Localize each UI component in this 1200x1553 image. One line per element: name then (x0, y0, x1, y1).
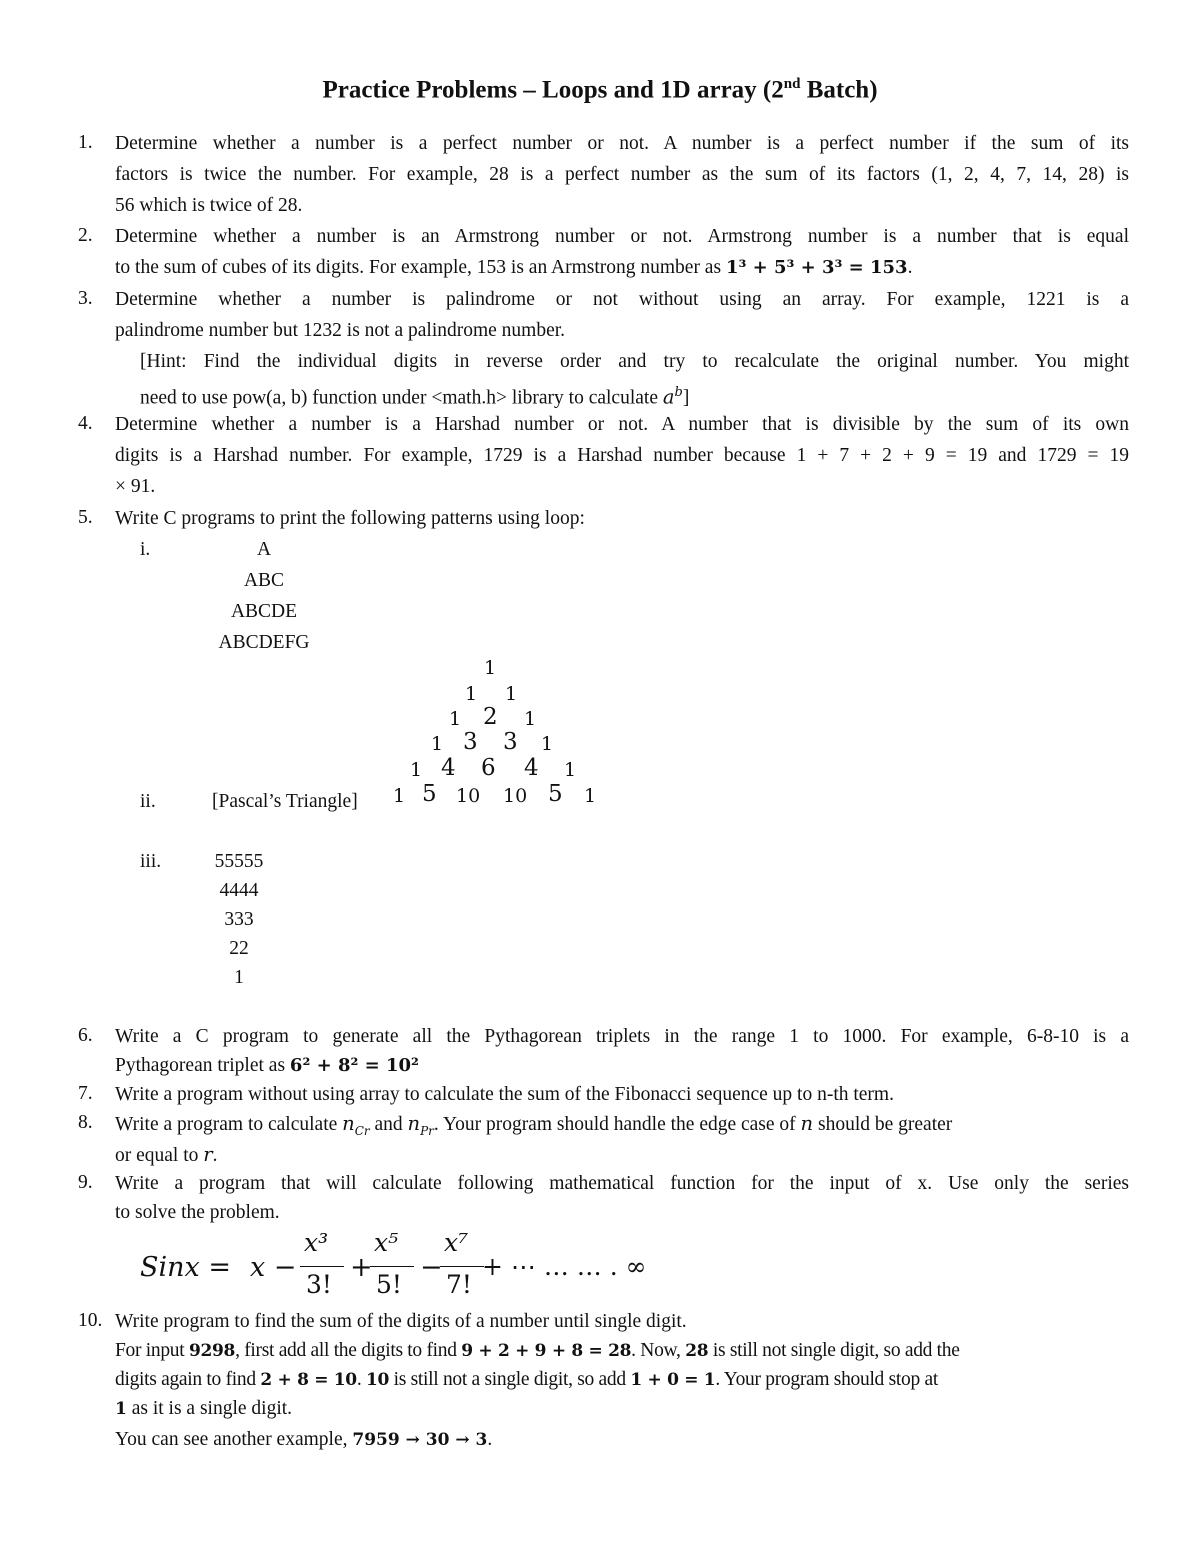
pascal-cell: 5 (422, 781, 437, 807)
problem-4-line-2: digits is a Harshad number. For example, 1729 is a Harshad number because 1 + 7 + 2 + 9 = 19 and 1729 = 19 (115, 445, 1129, 466)
pattern-2-label: ii. (140, 791, 156, 812)
pascal-cell: 1 (410, 759, 423, 781)
problem-7-line-1: Write a program without using array to calculate the sum of the Fibonacci sequence up to n-th term. (115, 1084, 894, 1105)
pascal-cell: 1 (449, 708, 462, 730)
pattern-3-row: 333 (224, 909, 254, 930)
pascal-cell: 6 (481, 755, 496, 781)
problem-2-line-2: to the sum of cubes of its digits. For example, 153 is an Armstrong number as 1³ + 5³ + 3³ = 153. (115, 257, 913, 278)
problem-number-2: 2. (78, 225, 93, 246)
pascal-cell: 1 (505, 683, 518, 705)
page-title: Practice Problems – Loops and 1D array (2nd Batch) (322, 76, 878, 104)
problem-number-4: 4. (78, 413, 93, 434)
pascal-cell: 10 (456, 785, 481, 807)
pascal-cell: 1 (465, 683, 478, 705)
problem-4-line-3: × 91. (115, 476, 156, 497)
problem-number-7: 7. (78, 1083, 93, 1104)
pascal-cell: 1 (524, 708, 537, 730)
problem-1-line-3: 56 which is twice of 28. (115, 195, 303, 216)
problem-8-line-1: Write a program to calculate $n_{Cr}$ and $n_{Pr}$. Your program should handle the edge case of n should be greater (115, 1112, 953, 1138)
pattern-1-label: i. (140, 539, 151, 560)
sine-series-formula: Sinx = x − x³ 3! + x⁵ 5! − x⁷ 7! + ⋯ … … . ∞ (140, 1228, 647, 1299)
problem-8-line-2: or equal to r. (115, 1143, 218, 1166)
pattern-1-row: A (256, 539, 272, 560)
pascal-cell: 10 (503, 785, 528, 807)
pascal-cell: 2 (483, 704, 498, 730)
pascal-cell: 1 (431, 733, 444, 755)
pythagorean-equation: 6² + 8² = 10² (289, 1055, 419, 1076)
problem-9-line-1: Write a program that will calculate following mathematical function for the input of x. Use only the series (115, 1173, 1129, 1194)
pascal-cell: 3 (463, 729, 478, 755)
pascal-cell: 1 (584, 785, 597, 807)
problem-3-line-2: palindrome number but 1232 is not a palindrome number. (115, 320, 566, 341)
problem-number-5: 5. (78, 507, 93, 528)
pascal-cell: 5 (548, 781, 563, 807)
pattern-3-row: 22 (229, 938, 249, 959)
pascal-triangle-label: [Pascal’s Triangle] (212, 791, 358, 812)
problem-10-line-3: digits again to find 2 + 8 = 10. 10 is still not a single digit, so add 1 + 0 = 1. Your program should stop at (115, 1369, 938, 1390)
pattern-3-row: 55555 (214, 851, 264, 872)
problem-number-9: 9. (78, 1172, 93, 1193)
problem-number-8: 8. (78, 1112, 93, 1133)
problem-number-6: 6. (78, 1025, 93, 1046)
problem-number-10: 10. (78, 1310, 103, 1331)
pattern-1-row: ABCDE (230, 601, 298, 622)
problem-6-line-2: Pythagorean triplet as 6² + 8² = 10² (115, 1055, 419, 1076)
pattern-3-label: iii. (140, 851, 162, 872)
problem-2-line-1: Determine whether a number is an Armstrong number or not. Armstrong number is a number that is equal (115, 226, 1129, 247)
pascal-cell: 1 (541, 733, 554, 755)
problem-number-3: 3. (78, 288, 93, 309)
problem-number-1: 1. (78, 132, 93, 153)
armstrong-equation: 1³ + 5³ + 3³ = 153 (725, 257, 908, 278)
pattern-1-row: ABCDEFG (218, 632, 310, 653)
pattern-3-row: 4444 (219, 880, 259, 901)
problem-5-line-1: Write C programs to print the following patterns using loop: (115, 508, 585, 529)
problem-6-line-1: Write a C program to generate all the Pythagorean triplets in the range 1 to 1000. For example, 6-8-10 is a (115, 1026, 1129, 1047)
pascal-cell: 4 (441, 755, 456, 781)
problem-1-line-2: factors is twice the number. For example, 28 is a perfect number as the sum of its factors (1, 2, 4, 7, 14, 28) is (115, 164, 1129, 185)
pattern-1-row: ABC (243, 570, 285, 591)
pascal-cell: 1 (564, 759, 577, 781)
problem-10-line-4: 1 as it is a single digit. (115, 1398, 293, 1419)
problem-10-line-2: For input 9298, first add all the digits to find 9 + 2 + 9 + 8 = 28. Now, 28 is still not single digit, so add the (115, 1340, 960, 1361)
pascal-cell: 1 (393, 785, 406, 807)
problem-3-hint-line-2: need to use pow(a, b) function under <math.h> library to calculate $a^b$] (140, 385, 690, 409)
problem-1-line-1: Determine whether a number is a perfect number or not. A number is a perfect number if the sum of its (115, 133, 1129, 154)
pattern-3-row: 1 (234, 967, 244, 988)
problem-3-line-1: Determine whether a number is palindrome or not without using an array. For example, 1221 is a (115, 289, 1129, 310)
problem-4-line-1: Determine whether a number is a Harshad number or not. A number that is divisible by the sum of its own (115, 414, 1129, 435)
pascal-cell: 4 (524, 755, 539, 781)
problem-10-line-1: Write program to find the sum of the digits of a number until single digit. (115, 1311, 687, 1332)
pascal-cell: 1 (484, 657, 497, 679)
pascal-cell: 3 (503, 729, 518, 755)
problem-10-line-5: You can see another example, 7959 → 30 → 3. (115, 1429, 493, 1450)
problem-3-hint-line-1: [Hint: Find the individual digits in reverse order and try to recalculate the original number. You might (140, 351, 1129, 372)
problem-9-line-2: to solve the problem. (115, 1202, 280, 1223)
